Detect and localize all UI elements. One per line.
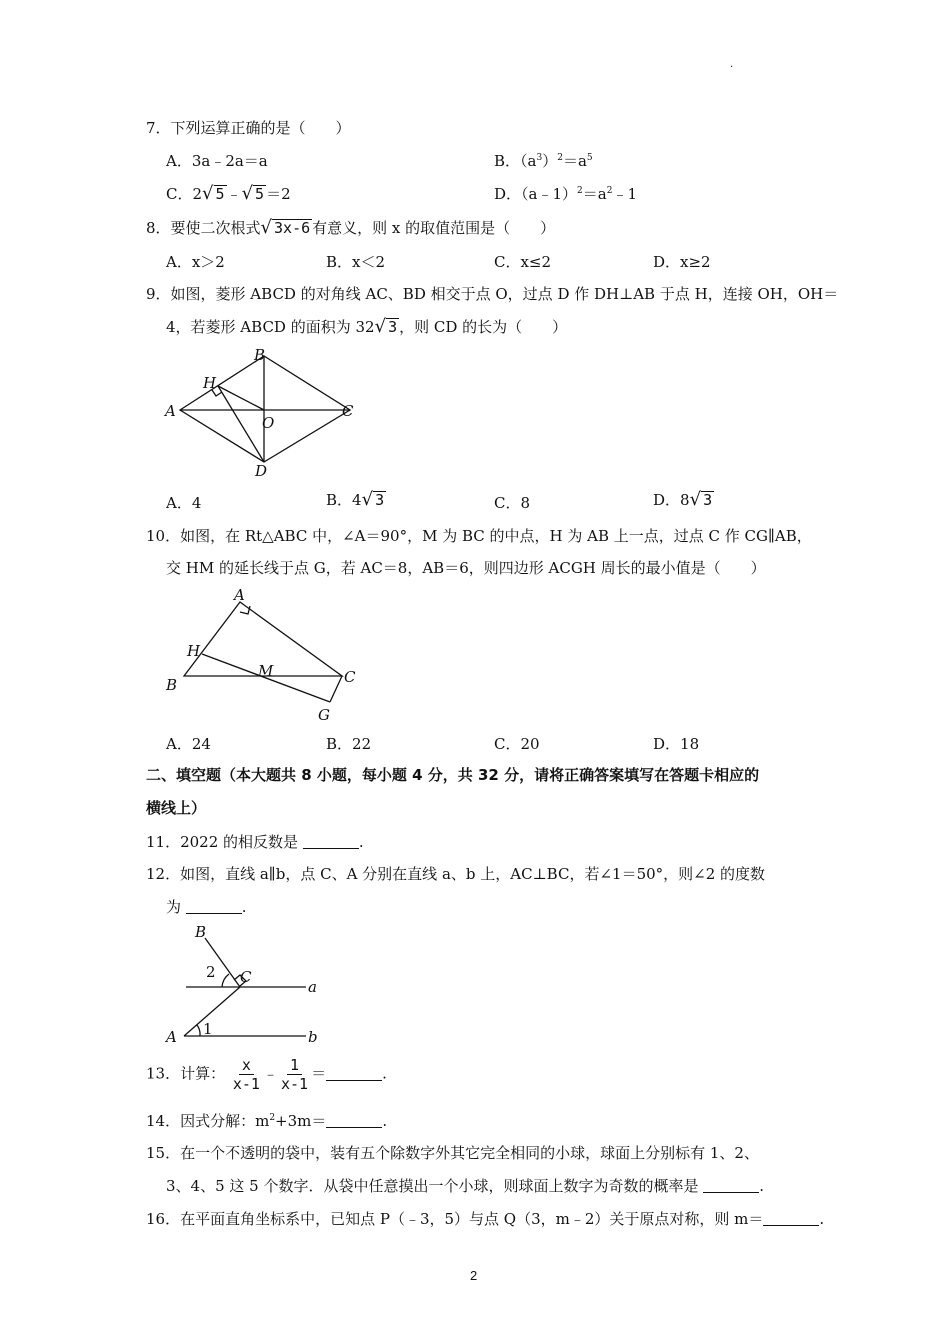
q8-option-c: C．x≤2	[494, 253, 552, 271]
q16-answer-blank[interactable]	[763, 1211, 819, 1226]
q8-option-a: A．x＞2	[166, 253, 225, 271]
q8-stem: 8．要使二次根式√ 3x-6 有意义，则 x 的取值范围是（ ）	[146, 217, 556, 238]
label-b: B	[166, 676, 178, 694]
q10-option-c: C．20	[494, 735, 540, 753]
q9-rhombus-figure	[160, 342, 370, 482]
q12-answer-blank[interactable]	[186, 899, 242, 914]
rhombus-abcd	[180, 356, 350, 462]
q11-answer-blank[interactable]	[303, 834, 359, 849]
q15-line1: 15．在一个不透明的袋中，装有五个除数字外其它完全相同的小球，球面上分别标有 1、2、	[146, 1144, 759, 1162]
q14-answer-blank[interactable]	[326, 1113, 382, 1128]
section-2-heading-line2: 横线上）	[146, 799, 207, 817]
label-angle-1: 1	[203, 1020, 213, 1038]
label-c: C	[344, 668, 356, 686]
segment-cg	[330, 676, 342, 702]
label-c: C	[342, 402, 354, 420]
label-h: H	[203, 374, 217, 392]
page-number: 2	[470, 1268, 478, 1283]
q13: 13．计算： $\frac{x}{x-1}$ ﹣ $\frac{1}{x-1}$ ＝ .	[146, 1056, 387, 1093]
q12-parallel-lines-figure	[160, 920, 340, 1048]
q7-option-a: A．3a﹣2a＝a	[166, 152, 268, 170]
q15-line2: 3、4、5 这 5 个数字．从袋中任意摸出一个小球，则球面上数字为奇数的概率是 .	[166, 1177, 765, 1195]
label-b-line: b	[308, 1028, 318, 1046]
q7-option-b: B．$(a^3)^2=a^5$	[494, 152, 593, 170]
label-h: H	[187, 642, 201, 660]
header-dot: ·	[730, 62, 734, 73]
q9-option-b: B．4√ 3	[326, 489, 385, 510]
q8-option-d: D．x≥2	[653, 253, 711, 271]
label-b: B	[254, 346, 266, 364]
q16: 16．在平面直角坐标系中，已知点 P（﹣3，5）与点 Q（3，m﹣2）关于原点对称，则 m＝ .	[146, 1210, 825, 1228]
q9-option-c: C．8	[494, 494, 531, 512]
q13-fraction-1: $\frac{x}{x-1}$	[232, 1056, 260, 1093]
label-a-line: a	[308, 978, 317, 996]
label-a-point: A	[166, 1028, 177, 1046]
q11: 11．2022 的相反数是 .	[146, 833, 364, 851]
q9-line1: 9．如图，菱形 ABCD 的对角线 AC、BD 相交于点 O，过点 D 作 DH⊥AB 于点 H，连接 OH，OH＝	[146, 285, 839, 303]
q9-line2: 4，若菱形 ABCD 的面积为 32√ 3 ，则 CD 的长为（ ）	[166, 316, 568, 337]
q12-line2: 为 .	[166, 898, 247, 916]
right-angle-mark-a	[240, 606, 250, 614]
q10-line2: 交 HM 的延长线于点 G，若 AC＝8，AB＝6，则四边形 ACGH 周长的最小值是（ ）	[166, 559, 766, 577]
angle-arc-1	[197, 1025, 200, 1036]
label-a: A	[234, 586, 245, 604]
section-2-heading-line1: 二、填空题（本大题共 8 小题，每小题 4 分，共 32 分，请将正确答案填写在答题卡相应的	[146, 766, 760, 784]
label-c: C	[240, 968, 252, 986]
q9-option-a: A．4	[166, 494, 202, 512]
label-angle-2: 2	[206, 963, 216, 981]
label-b: B	[195, 923, 207, 941]
q13-answer-blank[interactable]	[326, 1066, 382, 1081]
label-d: D	[255, 462, 268, 480]
label-m: M	[258, 662, 274, 680]
q10-line1: 10．如图，在 Rt△ABC 中，∠A＝90°，M 为 BC 的中点，H 为 AB 上一点，过点 C 作 CG∥AB，	[146, 527, 812, 545]
q7-option-c: C．2√ 5 ﹣√ 5 ＝2	[166, 183, 291, 204]
q10-option-b: B．22	[326, 735, 372, 753]
q7-stem: 7．下列运算正确的是（ ）	[146, 119, 351, 137]
label-a: A	[165, 402, 176, 420]
q14: 14．因式分解：$m^2+3m=$ .	[146, 1112, 388, 1130]
q7-option-d: D．$(a﹣1)^2=a^2﹣1$	[494, 185, 637, 203]
q13-fraction-2: $\frac{1}{x-1}$	[280, 1056, 309, 1093]
q12-line1: 12．如图，直线 a∥b，点 C、A 分别在直线 a、b 上，AC⊥BC，若∠1＝50°，则∠2 的度数	[146, 865, 766, 883]
label-o: O	[262, 414, 275, 432]
q8-option-b: B．x＜2	[326, 253, 386, 271]
label-g: G	[318, 706, 330, 724]
q10-option-d: D．18	[653, 735, 700, 753]
q15-answer-blank[interactable]	[703, 1178, 759, 1193]
angle-arc-2	[222, 974, 229, 987]
q10-option-a: A．24	[166, 735, 211, 753]
q10-triangle-figure	[160, 584, 370, 724]
q9-option-d: D．8√ 3	[653, 489, 713, 510]
